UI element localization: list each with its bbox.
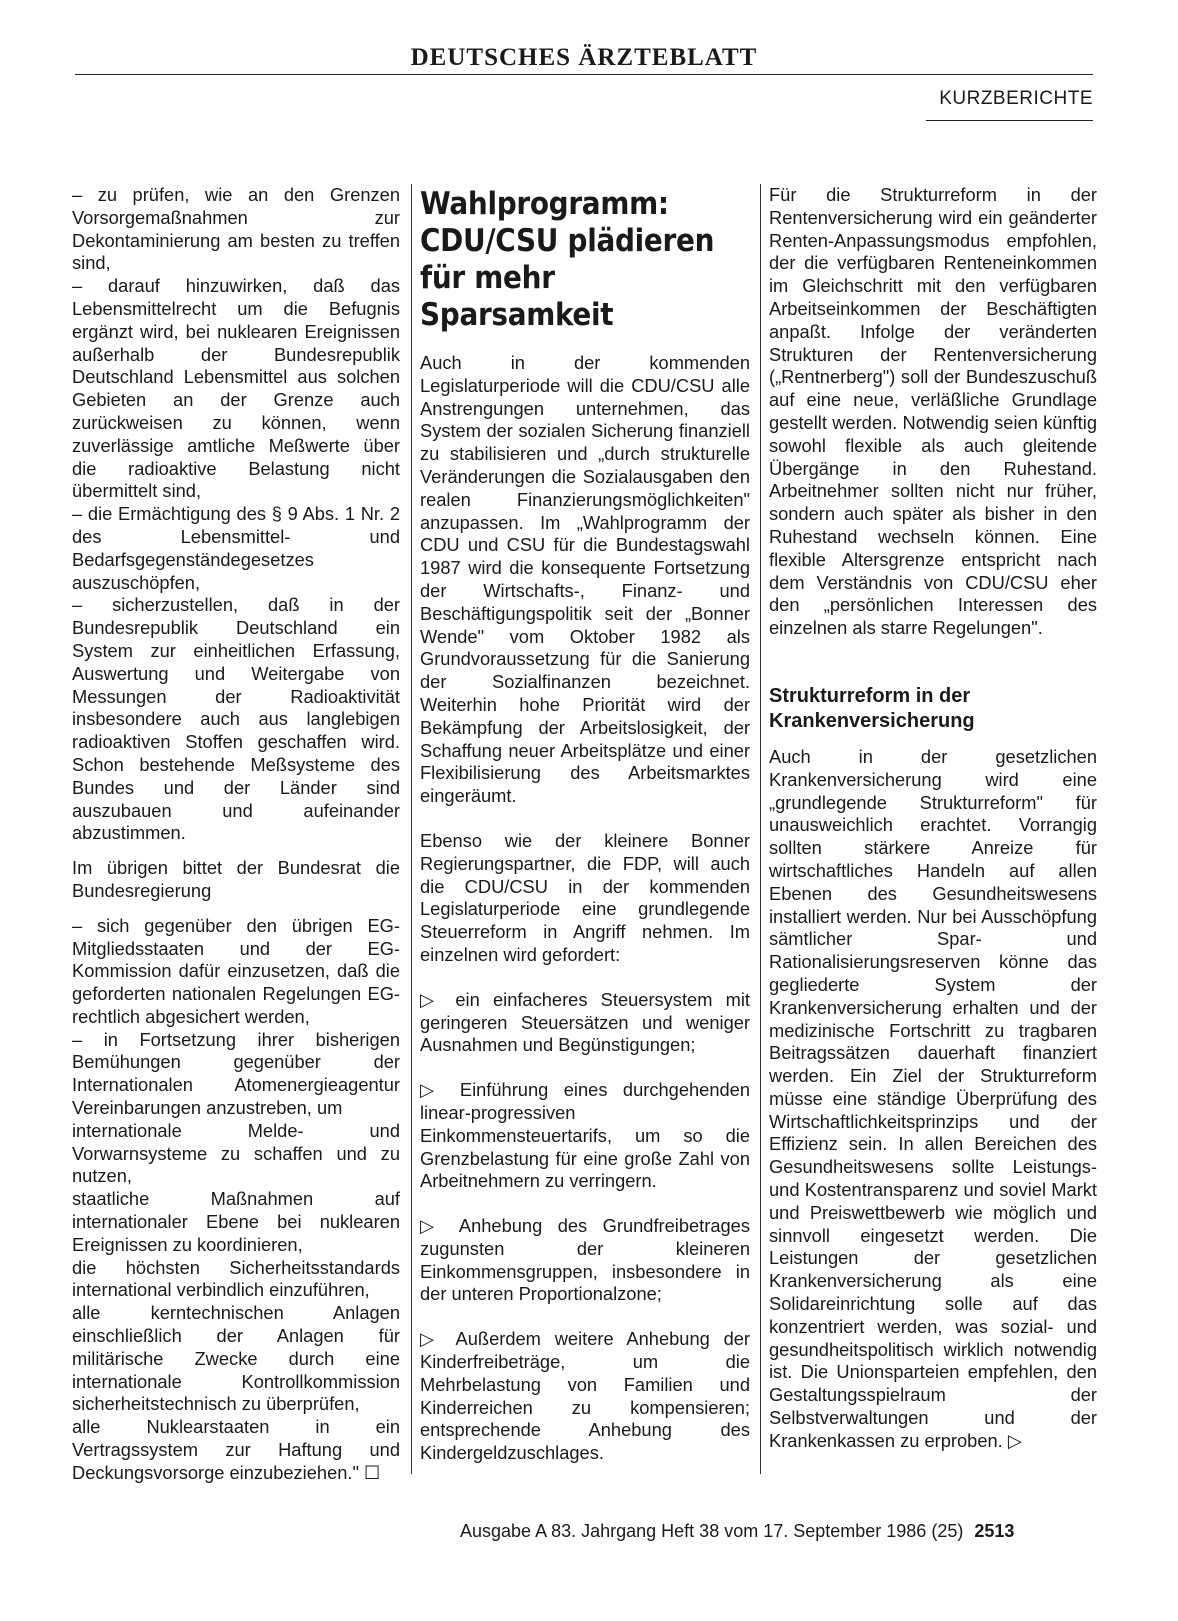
column-divider-1 [411, 184, 412, 1474]
col1-paragraph: – darauf hinzuwirken, daß das Lebensmittelrecht um die Befugnis ergänzt wird, bei nuklearen Ereignissen außerhalb der Bundesrepublik Deutschland Lebensmittel aus solchen Gebieten an der Grenze auch zurückweisen zu können, wenn zuverlässige amtliche Meßwerte über die radioaktive Belastung nicht übermittelt sind, [72, 275, 400, 502]
col2-paragraph: Auch in der kommenden Legislaturperiode will die CDU/CSU alle Anstrengungen unternehmen, das System der sozialen Sicherung finanziell zu stabilisieren und „durch strukturelle Veränderungen die Sozialausgaben den realen Finanzierungsmöglichkeiten" anzupassen. Im „Wahlprogramm der CDU und CSU für die Bundestagswahl 1987 wird die konsequente Fortsetzung der Wirtschafts-, Finanz- und Beschäftigungspolitik seit der „Bonner Wende" vom Oktober 1982 als Grundvoraussetzung für die Sanierung der Sozialfinanzen bezeichnet. Weiterhin hohe Priorität wird der Bekämpfung der Arbeitslosigkeit, der Schaffung neuer Arbeitsplätze und einer Flexibilisierung des Arbeitsmarktes eingeräumt. [420, 352, 750, 807]
section-subheading: Strukturreform in der Krankenversicherung [769, 684, 975, 732]
issue-info: Ausgabe A 83. Jahrgang Heft 38 vom 17. September 1986 (25) [460, 1521, 964, 1541]
col1-paragraph: – sich gegenüber den übrigen EG-Mitgliedsstaaten und der EG-Kommission dafür einzusetzen, daß die geforderten nationalen Regelungen EG-rechtlich abgesichert werden, [72, 914, 400, 1027]
col3-paragraph: Für die Strukturreform in der Rentenversicherung wird ein geänderter Renten-Anpassungsmodus empfohlen, der die verfügbaren Renteneinkommen im Gleichschritt mit den verfügbaren Arbeitseinkommen der Beschäftigten anpaßt. Infolge der veränderten Strukturen der Rentenversicherung („Rentnerberg") soll der Bundeszuschuß auf eine neue, verläßliche Grundlage gestellt werden. Notwendig seien künftig sowohl flexible als auch gleitende Übergänge in den Ruhestand. Arbeitnehmer sollten nicht nur früher, sondern auch später als bisher in den Ruhestand wechseln können. Eine flexible Altersgrenze entspricht nach dem Verständnis von CDU/CSU eher den „persönlichen Interessen des einzelnen als starre Regelungen". [769, 184, 1097, 639]
col1-paragraph: internationale Melde- und Vorwarnsysteme zu schaffen und zu nutzen, [72, 1119, 400, 1187]
col1-paragraph: – sicherzustellen, daß in der Bundesrepublik Deutschland ein System zur einheitlichen Erfassung, Auswertung und Weitergabe von Messungen der Radioaktivität insbesondere auch aus langlebigen radioaktiven Stoffen geschaffen wird. Schon bestehende Meßsysteme des Bundes und der Länder sind auszubauen und aufeinander abzustimmen. [72, 594, 400, 844]
col2-bullet: ▷ Anhebung des Grundfreibetrages zugunsten der kleineren Einkommensgruppen, insbesondere in der unteren Proportionalzone; [420, 1215, 750, 1305]
col1-paragraph: – die Ermächtigung des § 9 Abs. 1 Nr. 2 des Lebensmittel- und Bedarfsgegenständegesetzes auszuschöpfen, [72, 503, 400, 593]
col1-paragraph: die höchsten Sicherheitsstandards international verbindlich einzuführen, [72, 1256, 400, 1301]
page-footer [460, 1520, 1014, 1542]
col3-paragraph: Auch in der gesetzlichen Krankenversicherung wird eine „grundlegende Strukturreform" für unausweichlich erachtet. Vorrangig sollten stärkere Anreize für wirtschaftliches Handeln auf allen Ebenen des Gesundheitswesens installiert werden. Nur bei Ausschöpfung sämtlicher Spar- und Rationalisierungsreserven könne das gegliederte System der Krankenversicherung erhalten und der medizinische Fortschritt zu tragbaren Beitragssätzen dauerhaft finanziert werden. Ein Ziel der Strukturreform müsse eine ständige Überprüfung des Wirtschaftlichkeitsprinzips und der Effizienz sein. In allen Bereichen des Gesundheitswesens sollte Leistungs- und Kostentransparenz und soviel Markt und Preiswettbewerb wie möglich und sinnvoll eingesetzt werden. Die Leistungen der gesetzlichen Krankenversicherung als eine Solidareinrichtung solle auf das konzentriert werden, was sozial- und gesundheitspolitisch wirklich notwendig ist. Die Unionsparteien empfehlen, den Gestaltungsspielraum der Selbstverwaltungen und der Krankenkassen zu erproben. ▷ [769, 745, 1097, 1451]
section-rule [926, 120, 1093, 121]
column-1 [72, 184, 400, 1485]
article-headline: Wahlprogramm: CDU/CSU plädieren für mehr Sparsamkeit [420, 186, 715, 333]
column-3 [769, 184, 1097, 1453]
col2-bullet: ▷ ein einfacheres Steuersystem mit geringeren Steuersätzen und weniger Ausnahmen und Begünstigungen; [420, 988, 750, 1056]
col1-paragraph: Im übrigen bittet der Bundesrat die Bundesregierung [72, 857, 400, 901]
col1-paragraph: – zu prüfen, wie an den Grenzen Vorsorgemaßnahmen zur Dekontaminierung am besten zu treffen sind, [72, 184, 400, 274]
col1-paragraph: alle Nuklearstaaten in ein Vertragssystem zur Haftung und Deckungsvorsorge einzubeziehen." ☐ [72, 1416, 400, 1483]
col1-paragraph: alle kerntechnischen Anlagen einschließlich der Anlagen für militärische Zwecke durch eine internationale Kontrollkommission sicherheitstechnisch zu überprüfen, [72, 1302, 400, 1415]
col1-paragraph: – in Fortsetzung ihrer bisherigen Bemühungen gegenüber der Internationalen Atomenergieagentur Vereinbarungen anzustreben, um [72, 1028, 400, 1119]
section-label: KURZBERICHTE [939, 88, 1093, 109]
col2-bullet: ▷ Einführung eines durchgehenden linear-progressiven Einkommensteuertarifs, um so die Grenzbelastung für eine große Zahl von Arbeitnehmern zu verringern. [420, 1079, 750, 1192]
column-2 [420, 186, 750, 1465]
column-divider-2 [760, 184, 761, 1474]
masthead-title: DEUTSCHES ÄRZTEBLATT [410, 44, 758, 71]
page-number: 2513 [974, 1521, 1015, 1541]
col2-bullet: ▷ Außerdem weitere Anhebung der Kinderfreibeträge, um die Mehrbelastung von Familien und Kinderreichen zu kompensieren; entsprechende Anhebung des Kindergeldzuschlages. [420, 1328, 750, 1464]
masthead-rule [75, 74, 1093, 75]
col2-paragraph: Ebenso wie der kleinere Bonner Regierungspartner, die FDP, will auch die CDU/CSU in der kommenden Legislaturperiode eine grundlegende Steuerreform in Angriff nehmen. Im einzelnen wird gefordert: [420, 829, 750, 965]
col1-paragraph: staatliche Maßnahmen auf internationaler Ebene bei nuklearen Ereignissen zu koordinieren, [72, 1188, 400, 1255]
